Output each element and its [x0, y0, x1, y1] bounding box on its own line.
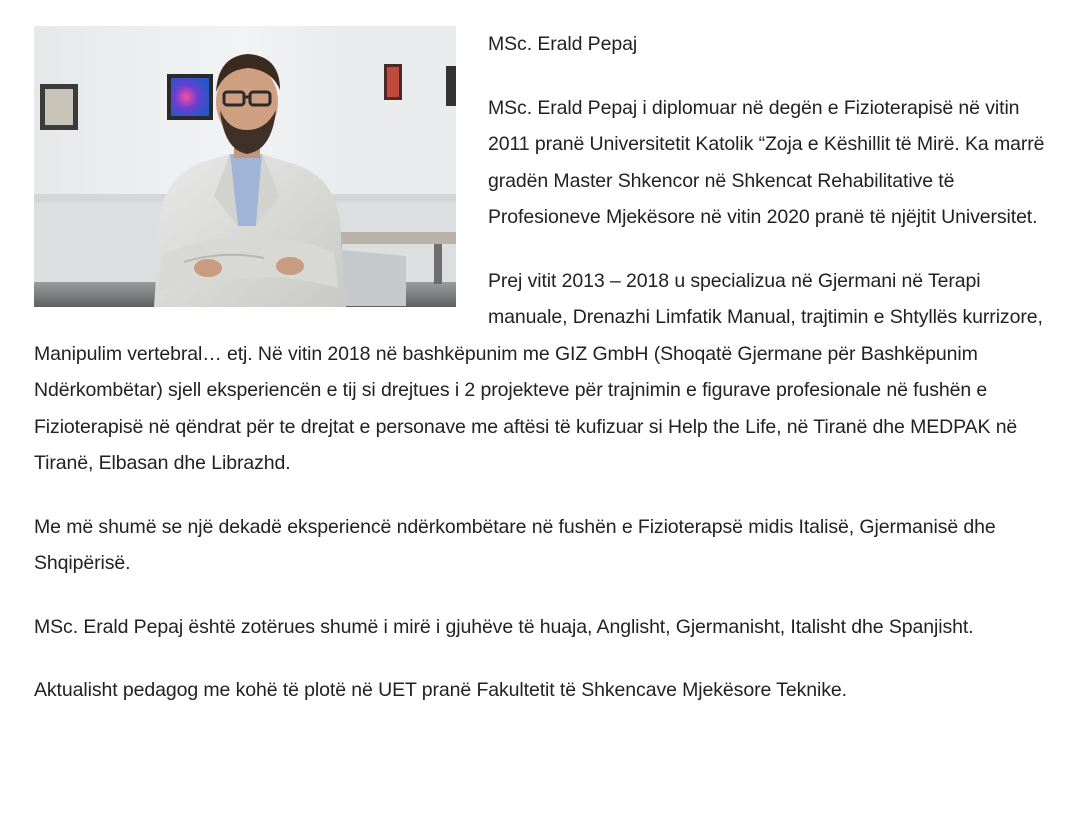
paragraph-current-position: Aktualisht pedagog me kohë të plotë në UET pranë Fakultetit të Shkencave Mjekësore Teknike. — [34, 679, 847, 701]
article-title: MSc. Erald Pepaj — [488, 33, 638, 55]
paragraph-languages: MSc. Erald Pepaj është zotërues shumë i mirë i gjuhëve të huaja, Anglisht, Gjermanisht, Italisht dhe Spanjisht. — [34, 615, 974, 638]
article — [34, 0, 1046, 709]
paragraph-experience: Me më shumë se një dekadë eksperiencë ndërkombëtare në fushën e Fizioterapsë midis Italisë, Gjermanisë dhe Shqipërisë. — [34, 515, 996, 574]
paragraph-education: MSc. Erald Pepaj i diplomuar në degën e Fizioterapisë në vitin 2011 pranë Universitetit Katolik “Zoja e Këshillit të Mirë. Ka marrë gradën Master Shkencor në Shkencat Rehabilitative të Profesioneve Mjekësore në vitin 2020 pranë të njëjtit Universitet. — [488, 96, 1045, 228]
paragraph-specialization: Prej vitit 2013 – 2018 u specializua në Gjermani në Terapi manuale, Drenazhi Limfatik Manual, trajtimin e Shtyllës kurrizore, Manipulim vertebral… etj. Në vitin 2018 në bashkëpunim me GIZ GmbH (Shoqatë Gjermane për Bashkëpunim Ndërkombëtar) sjell eksperiencën e tij si drejtues i 2 projekteve për trajnimin e figurave profesionale në fushën e Fizioterapisë në qëndrat për te drejtat e personave me aftësi të kufizuar si Help the Life, në Tiranë dhe MEDPAK në Tiranë, Elbasan dhe Librazhd. — [34, 269, 1043, 474]
portrait-photo — [34, 26, 456, 307]
